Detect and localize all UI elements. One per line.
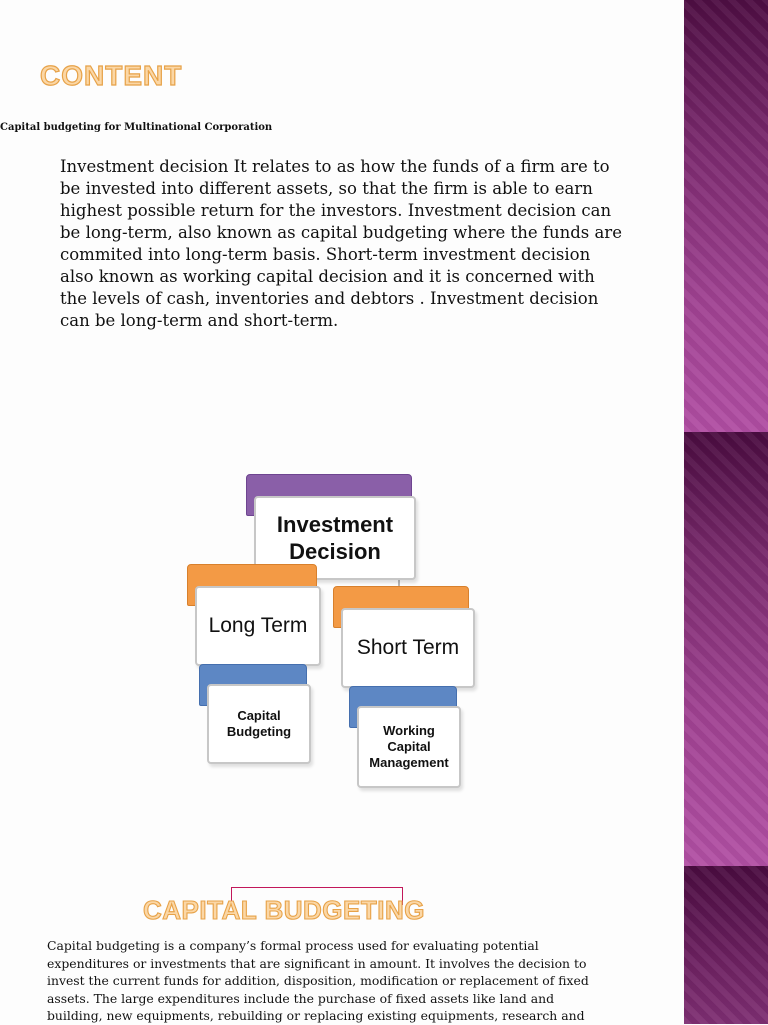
- page-heading: CONTENT: [40, 60, 183, 91]
- short-term-label: Short Term: [356, 636, 460, 659]
- band-segment-middle: [684, 432, 768, 866]
- working-capital-node: [357, 706, 461, 788]
- capital-budgeting-node: [207, 684, 311, 764]
- working-capital-line1: Working: [383, 723, 435, 738]
- working-capital-line3: Management: [369, 755, 449, 770]
- capital-budgeting-line2: Budgeting: [226, 724, 292, 739]
- root-node-line2: Decision: [289, 539, 381, 564]
- long-term-node: [195, 586, 321, 666]
- working-capital-line2: Capital: [387, 739, 431, 754]
- section-heading: CAPITAL BUDGETING: [143, 895, 425, 925]
- band-segment-bottom: [684, 866, 768, 1024]
- capital-budgeting-line1: Capital: [237, 708, 281, 723]
- short-term-node: [341, 608, 475, 688]
- page-subtitle: Capital budgeting for Multinational Corporation: [0, 122, 273, 133]
- decorative-side-band: [684, 0, 768, 1024]
- band-segment-top: [684, 0, 768, 432]
- root-node-line1: Investment: [276, 512, 394, 537]
- capital-budgeting-paragraph: Capital budgeting is a company’s formal process used for evaluating potential expenditures or investments that are significant in amount. It involves the decision to invest the current funds for addition, disposition, modification or replacement of fixed assets. The large expenditures include the purchase of fixed assets like land and building, new equipments, rebuilding or replacing existing equipments, research and: [47, 938, 589, 1023]
- investment-decision-diagram: [180, 470, 500, 800]
- long-term-label: Long Term: [208, 614, 308, 637]
- intro-paragraph: Investment decision It relates to as how the funds of a firm are to be invested into different assets, so that the firm is able to earn highest possible return for the investors. Investment decision can be long-term, also known as capital budgeting where the funds are commited into long-term basis. Short-term investment decision also known as working capital decision and it is concerned with the levels of cash, inventories and debtors . Investment decision can be long-term and short-term.: [60, 157, 622, 330]
